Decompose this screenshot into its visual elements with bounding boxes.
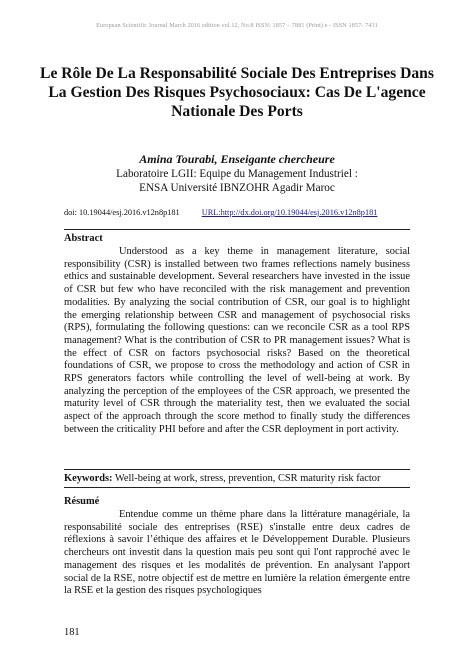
keywords-line <box>64 473 410 484</box>
keywords-bottom-rule <box>64 487 410 488</box>
doi-link[interactable]: URL:http://dx.doi.org/10.19044/esj.2016.v12n8p181 <box>201 208 378 217</box>
page-number: 181 <box>64 627 80 638</box>
author-block <box>40 152 434 195</box>
paper-title: Le Rôle De La Responsabilité Sociale Des Entreprises Dans La Gestion Des Risques Psychosociaux: Cas De L'agence Nationale Des Ports <box>40 65 434 120</box>
doi-label: doi: 10.19044/esj.2016.v12n8p181 <box>64 208 180 217</box>
author-affiliation-line-1: Laboratoire LGII: Equipe du Management Industriel : <box>116 168 358 180</box>
journal-header: European Scientific Journal March 2016 edition vol.12, No.8 ISSN: 1857 – 7881 (Print) e - ISSN 1857- 7431 <box>96 22 378 29</box>
keywords-label: Keywords: <box>64 473 113 484</box>
resume-text: Entendue comme un thème phare dans la littérature managériale, la responsabilité sociale des entreprises (RSE) s'installe entre deux cadres de réflexions à savoir l’éthique des affaires et le Développement Durable. Plusieurs chercheurs ont investit dans la question mais peu sont qui l'ont rapproché avec le management des risques et les modalités de prévention. En analysant l'apport social de la RSE, notre objectif est de mettre en lumière la relation émergente entre la RSE et la gestion des risques psychologiques <box>64 509 410 597</box>
abstract-top-rule <box>64 229 410 230</box>
author-name: Amina Tourabi, Enseigante chercheure <box>139 152 335 166</box>
author-affiliation-line-2: ENSA Université IBNZOHR Agadir Maroc <box>139 182 335 194</box>
doi-line <box>64 208 434 217</box>
keywords-text: Well-being at work, stress, prevention, CSR maturity risk factor <box>114 473 381 484</box>
abstract-heading: Abstract <box>64 233 103 244</box>
resume-heading: Résumé <box>64 496 100 507</box>
keywords-top-rule <box>64 469 410 470</box>
abstract-text: Understood as a key theme in management literature, social responsibility (CSR) is installed between two frames reflections namely business ethics and sustainable development. Several researchers have invested in the issue of CSR but few who have reconciled with the risk management and prevention modalities. By analyzing the social contribution of CSR, our goal is to highlight the emerging relationship between CSR and management of psychosocial risks (RPS), formulating the following questions: can we reconcile CSR as a tool RPS management? What is the contribution of CSR to PR management issues? What is the effect of CSR on factors psychosocial risks? Based on the theoretical foundations of CSR, we propose to cross the methodology and action of CSR in RPS generators factors while controlling the level of well-being at work. By analyzing the perception of the employees of the CSR approach, we presented the maturity level of CSR through the materiality test, then we evaluated the social aspect of the approach through the score method to finally study the differences between the criticality PHI before and after the CSR deployment in port activity. <box>64 246 410 435</box>
